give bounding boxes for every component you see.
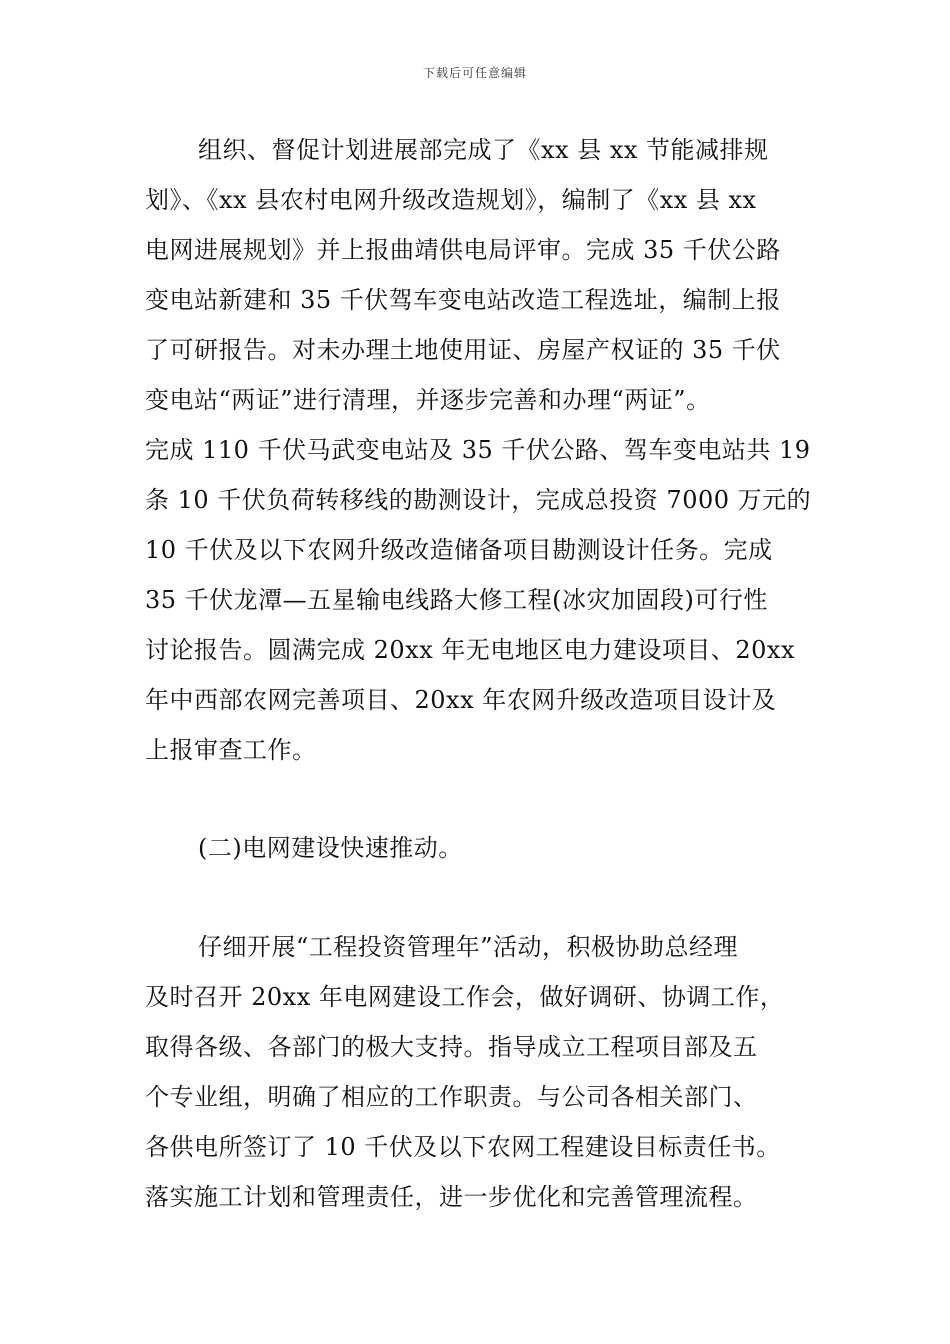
paragraph-line: 个专业组，明确了相应的工作职责。与公司各相关部门、 [145,1083,758,1111]
paragraph-line: 电网进展规划》并上报曲靖供电局评审。完成 35 千伏公路 [145,236,781,264]
paragraph-line: 仔细开展“工程投资管理年”活动，积极协助总经理 [198,933,739,961]
paragraph-line: 了可研报告。对未办理土地使用证、房屋产权证的 35 千伏 [145,336,781,364]
paragraph-line: 35 千伏龙潭—五星输电线路大修工程(冰灾加固段)可行性 [145,586,768,614]
paragraph-line: 讨论报告。圆满完成 20xx 年无电地区电力建设项目、20xx [145,636,795,664]
paragraph-line: 变电站“两证”进行清理，并逐步完善和办理“两证”。 [145,386,711,414]
paragraph-line: 组织、督促计划进展部完成了《xx 县 xx 节能减排规 [198,136,769,164]
section-heading: (二)电网建设快速推动。 [198,834,463,862]
paragraph-line: 年中西部农网完善项目、20xx 年农网升级改造项目设计及 [145,686,777,714]
paragraph-line: 完成 110 千伏马武变电站及 35 千伏公路、驾车变电站共 19 [145,436,811,464]
paragraph-line: 及时召开 20xx 年电网建设工作会，做好调研、协调工作， [145,983,785,1011]
paragraph-line: 上报审查工作。 [145,736,317,764]
page-header: 下载后可任意编辑 [422,66,527,80]
paragraph-line: 各供电所签订了 10 千伏及以下农网工程建设目标责任书。 [145,1133,781,1161]
paragraph-line: 条 10 千伏负荷转移线的勘测设计，完成总投资 7000 万元的 [145,486,812,514]
paragraph-line: 取得各级、各部门的极大支持。指导成立工程项目部及五 [145,1033,758,1061]
paragraph-line: 10 千伏及以下农网升级改造储备项目勘测设计任务。完成 [145,536,773,564]
paragraph-line: 划》、《xx 县农村电网升级改造规划》，编制了《xx 县 xx [145,186,757,214]
paragraph-line: 落实施工计划和管理责任，进一步优化和完善管理流程。 [145,1183,758,1211]
paragraph-line: 变电站新建和 35 千伏驾车变电站改造工程选址，编制上报 [145,286,781,314]
